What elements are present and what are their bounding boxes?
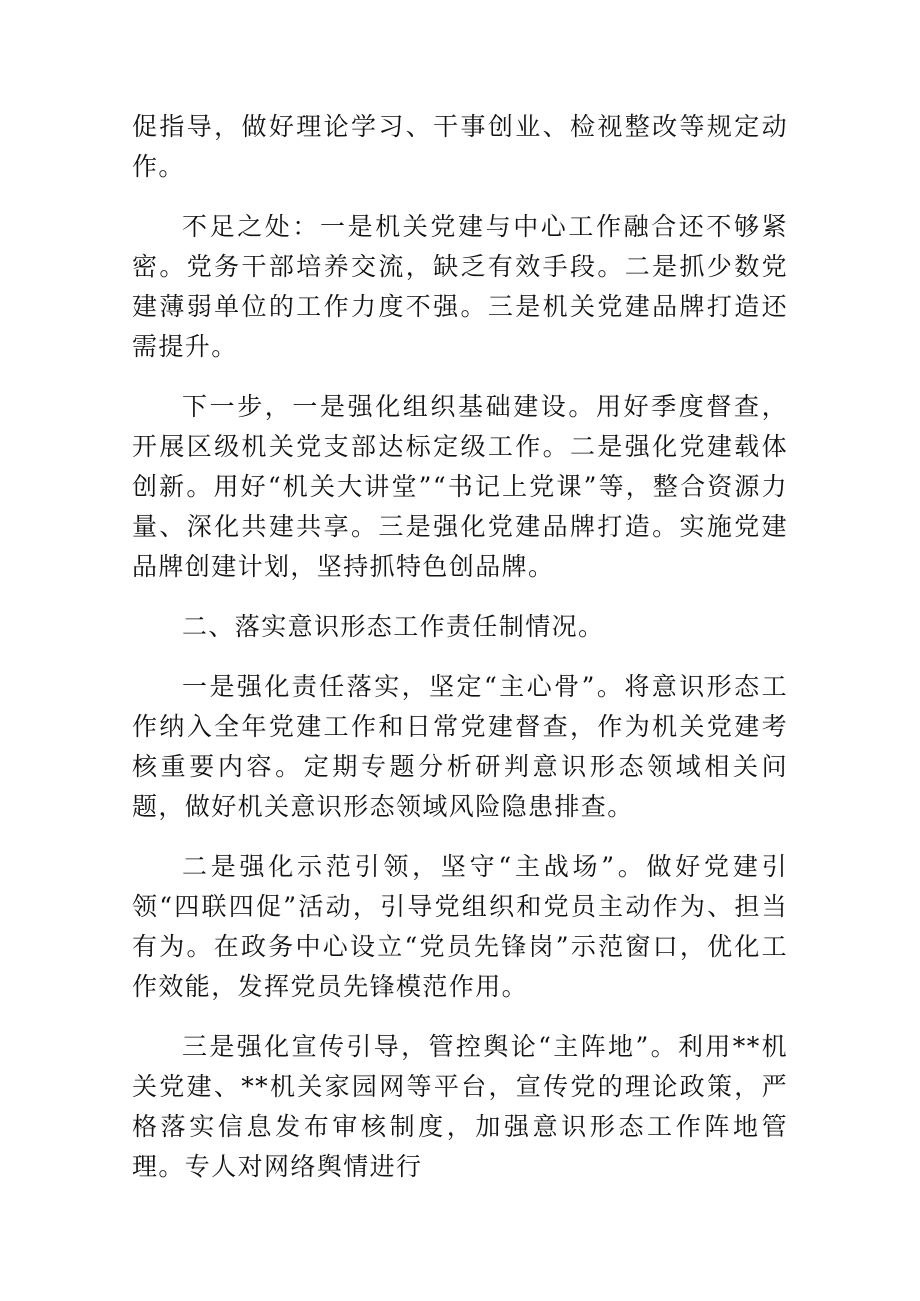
paragraph-demonstration: 二是强化示范引领，坚守“主战场”。做好党建引领“四联四促”活动，引导党组织和党员主动作为、担当有为。在政务中心设立“党员先锋岗”示范窗口，优化工作效能，发挥党员先锋模范作用。 xyxy=(132,852,788,1001)
paragraph-continuation: 促指导，做好理论学习、干事创业、检视整改等规定动作。 xyxy=(132,112,788,181)
paragraph-publicity: 三是强化宣传引导，管控舆论“主阵地”。利用**机关党建、**机关家园网等平台，宣传党的理论政策，严格落实信息发布审核制度，加强意识形态工作阵地管理。专人对网络舆情进行 xyxy=(132,1032,788,1181)
paragraph-next-steps: 下一步，一是强化组织基础建设。用好季度督查，开展区级机关党支部达标定级工作。二是强化党建载体创新。用好“机关大讲堂”“书记上党课”等，整合资源力量、深化共建共享。三是强化党建品牌打造。实施党建品牌创建计划，坚持抓特色创品牌。 xyxy=(132,392,788,581)
paragraph-responsibility: 一是强化责任落实，坚定“主心骨”。将意识形态工作纳入全年党建工作和日常党建督查，作为机关党建考核重要内容。定期专题分析研判意识形态领域相关问题，做好机关意识形态领域风险隐患排查。 xyxy=(132,672,788,821)
section-heading-ideology: 二、落实意识形态工作责任制情况。 xyxy=(182,612,605,641)
paragraph-shortcomings: 不足之处：一是机关党建与中心工作融合还不够紧密。党务干部培养交流，缺乏有效手段。二是抓少数党建薄弱单位的工作力度不强。三是机关党建品牌打造还需提升。 xyxy=(132,212,788,361)
document-body xyxy=(132,107,788,1187)
